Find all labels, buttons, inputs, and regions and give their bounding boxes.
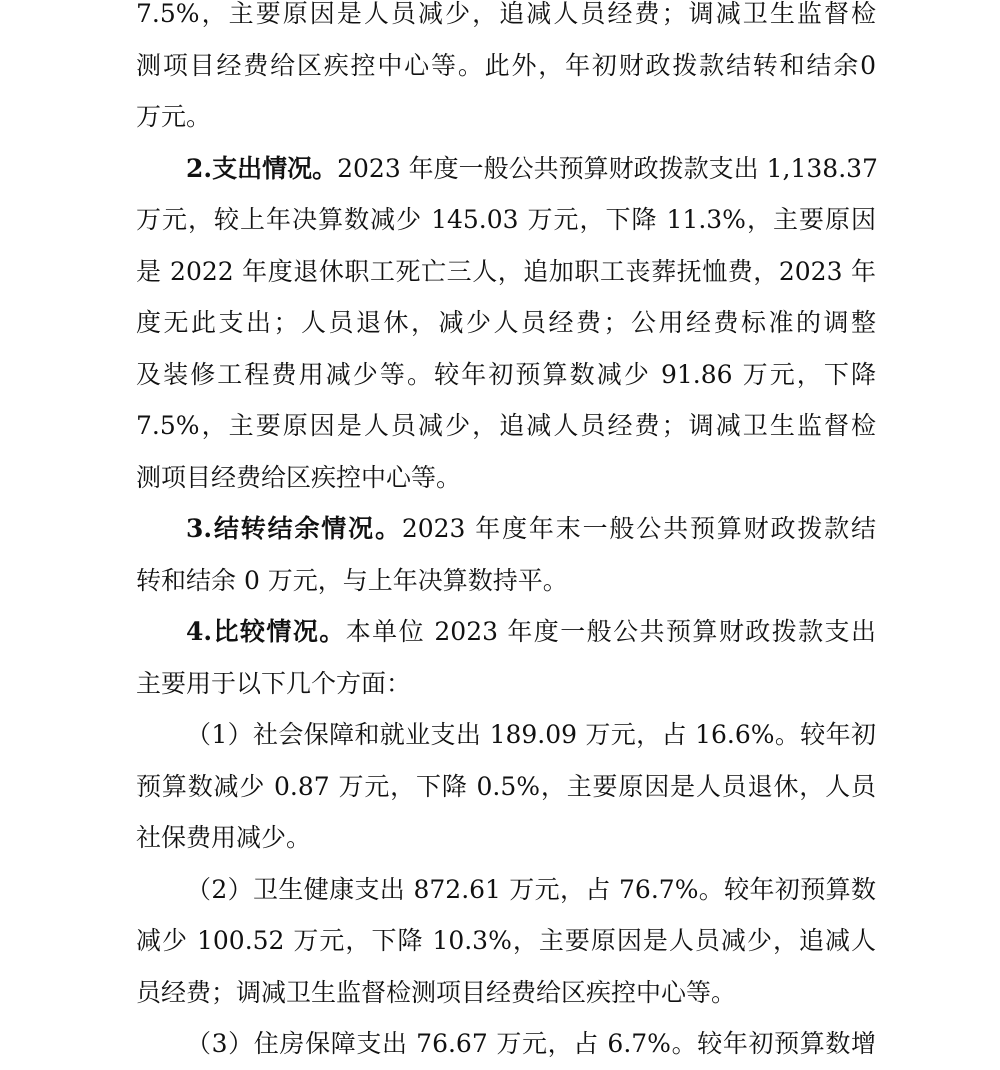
text-line xyxy=(136,606,876,658)
section-heading-carryover: 3.结转结余情况。 xyxy=(186,514,402,543)
text-run: 本单位 2023 年度一般公共预算财政拨款支出 xyxy=(345,617,876,646)
text-line: 员经费；调减卫生监督检测项目经费给区疾控中心等。 xyxy=(136,977,737,1007)
text-line: 转和结余 0 万元，与上年决算数持平。 xyxy=(136,565,568,595)
text-line: （2）卫生健康支出 872.61 万元，占 76.7%。较年初预算数 xyxy=(186,874,876,904)
text-line xyxy=(136,143,876,195)
text-line: 减少 100.52 万元，下降 10.3%，主要原因是人员减少，追减人 xyxy=(136,926,876,955)
text-line: 万元。 xyxy=(136,102,212,131)
paragraph-expenditure xyxy=(136,143,876,504)
text-line: 测项目经费给区疾控中心等。 xyxy=(136,462,462,492)
text-line: 7.5%，主要原因是人员减少，追减人员经费；调减卫生监督检 xyxy=(136,0,876,28)
text-line: 万元，较上年决算数减少 145.03 万元，下降 11.3%，主要原因 xyxy=(136,205,876,234)
section-heading-comparison: 4.比较情况。 xyxy=(186,617,346,646)
document-page xyxy=(136,0,876,1070)
text-line: 社保费用减少。 xyxy=(136,823,312,852)
paragraph-carryover xyxy=(136,503,876,606)
paragraph-item-3 xyxy=(136,1018,876,1070)
text-line: （3）住房保障支出 76.67 万元，占 6.7%。较年初预算数增 xyxy=(186,1029,876,1058)
text-run: 2023 年度年末一般公共预算财政拨款结 xyxy=(401,514,876,543)
text-line: 主要用于以下几个方面： xyxy=(136,668,412,698)
text-line: 及装修工程费用减少等。较年初预算数减少 91.86 万元，下降 xyxy=(136,359,876,389)
text-line: 7.5%，主要原因是人员减少，追减人员经费；调减卫生监督检 xyxy=(136,411,876,440)
text-line: 是 2022 年度退休职工死亡三人，追加职工丧葬抚恤费，2023 年 xyxy=(136,256,876,286)
section-heading-expenditure: 2.支出情况。 xyxy=(186,153,338,183)
text-run: 2023 年度一般公共预算财政拨款支出 1,138.37 xyxy=(337,153,878,183)
paragraph-item-2 xyxy=(136,864,876,1019)
paragraph-continuation xyxy=(136,0,876,143)
paragraph-item-1 xyxy=(136,709,876,864)
text-line xyxy=(136,503,876,555)
text-line: （1）社会保障和就业支出 189.09 万元，占 16.6%。较年初 xyxy=(186,720,876,749)
text-line: 测项目经费给区疾控中心等。此外，年初财政拨款结转和结余0 xyxy=(136,50,876,80)
paragraph-comparison xyxy=(136,606,876,709)
text-line: 预算数减少 0.87 万元，下降 0.5%，主要原因是人员退休，人员 xyxy=(136,771,876,801)
text-line: 度无此支出；人员退休，减少人员经费；公用经费标准的调整 xyxy=(136,308,876,337)
